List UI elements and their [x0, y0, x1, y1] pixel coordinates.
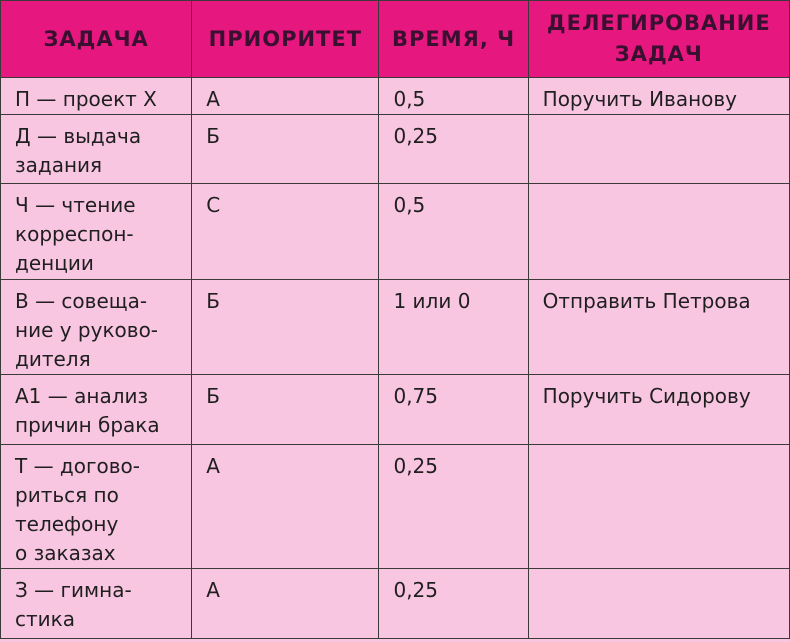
- task-cell: Ч — чтение корреспон- денции: [1, 184, 192, 280]
- time-cell: 0,5: [379, 78, 528, 115]
- delegation-cell: Отправить Петрова: [528, 280, 789, 375]
- table-row: [1, 569, 790, 639]
- task-cell: П — проект X: [1, 78, 192, 115]
- priority-cell: Б: [192, 115, 379, 184]
- priority-cell: А: [192, 445, 379, 569]
- delegation-cell: Поручить Иванову: [528, 78, 789, 115]
- table-row: [1, 184, 790, 280]
- task-cell: Т — догово- риться по телефону о заказах: [1, 445, 192, 569]
- task-cell: Д — выдача задания: [1, 115, 192, 184]
- delegation-cell: [528, 445, 789, 569]
- priority-cell: А: [192, 78, 379, 115]
- header-priority: ПРИОРИТЕТ: [192, 1, 379, 78]
- priority-cell: С: [192, 184, 379, 280]
- time-cell: 0,25: [379, 569, 528, 639]
- header-time: ВРЕМЯ, Ч: [379, 1, 528, 78]
- header-row: [1, 1, 790, 78]
- delegation-cell: [528, 184, 789, 280]
- table-row: [1, 78, 790, 115]
- priority-cell: А: [192, 569, 379, 639]
- delegation-cell: [528, 115, 789, 184]
- header-delegation: ДЕЛЕГИРОВАНИЕ ЗАДАЧ: [528, 1, 789, 78]
- task-cell: З — гимна- стика: [1, 569, 192, 639]
- task-cell: А1 — анализ причин брака: [1, 375, 192, 445]
- table-row: [1, 280, 790, 375]
- time-cell: 0,25: [379, 115, 528, 184]
- time-cell: 0,5: [379, 184, 528, 280]
- time-cell: 0,25: [379, 445, 528, 569]
- table-row: [1, 375, 790, 445]
- task-cell: В — совеща- ние у руково- дителя: [1, 280, 192, 375]
- time-cell: 1 или 0: [379, 280, 528, 375]
- time-cell: 0,75: [379, 375, 528, 445]
- priority-cell: Б: [192, 375, 379, 445]
- priority-cell: Б: [192, 280, 379, 375]
- delegation-cell: [528, 569, 789, 639]
- delegation-cell: Поручить Сидорову: [528, 375, 789, 445]
- table-row: [1, 115, 790, 184]
- table-row: [1, 445, 790, 569]
- header-task: ЗАДАЧА: [1, 1, 192, 78]
